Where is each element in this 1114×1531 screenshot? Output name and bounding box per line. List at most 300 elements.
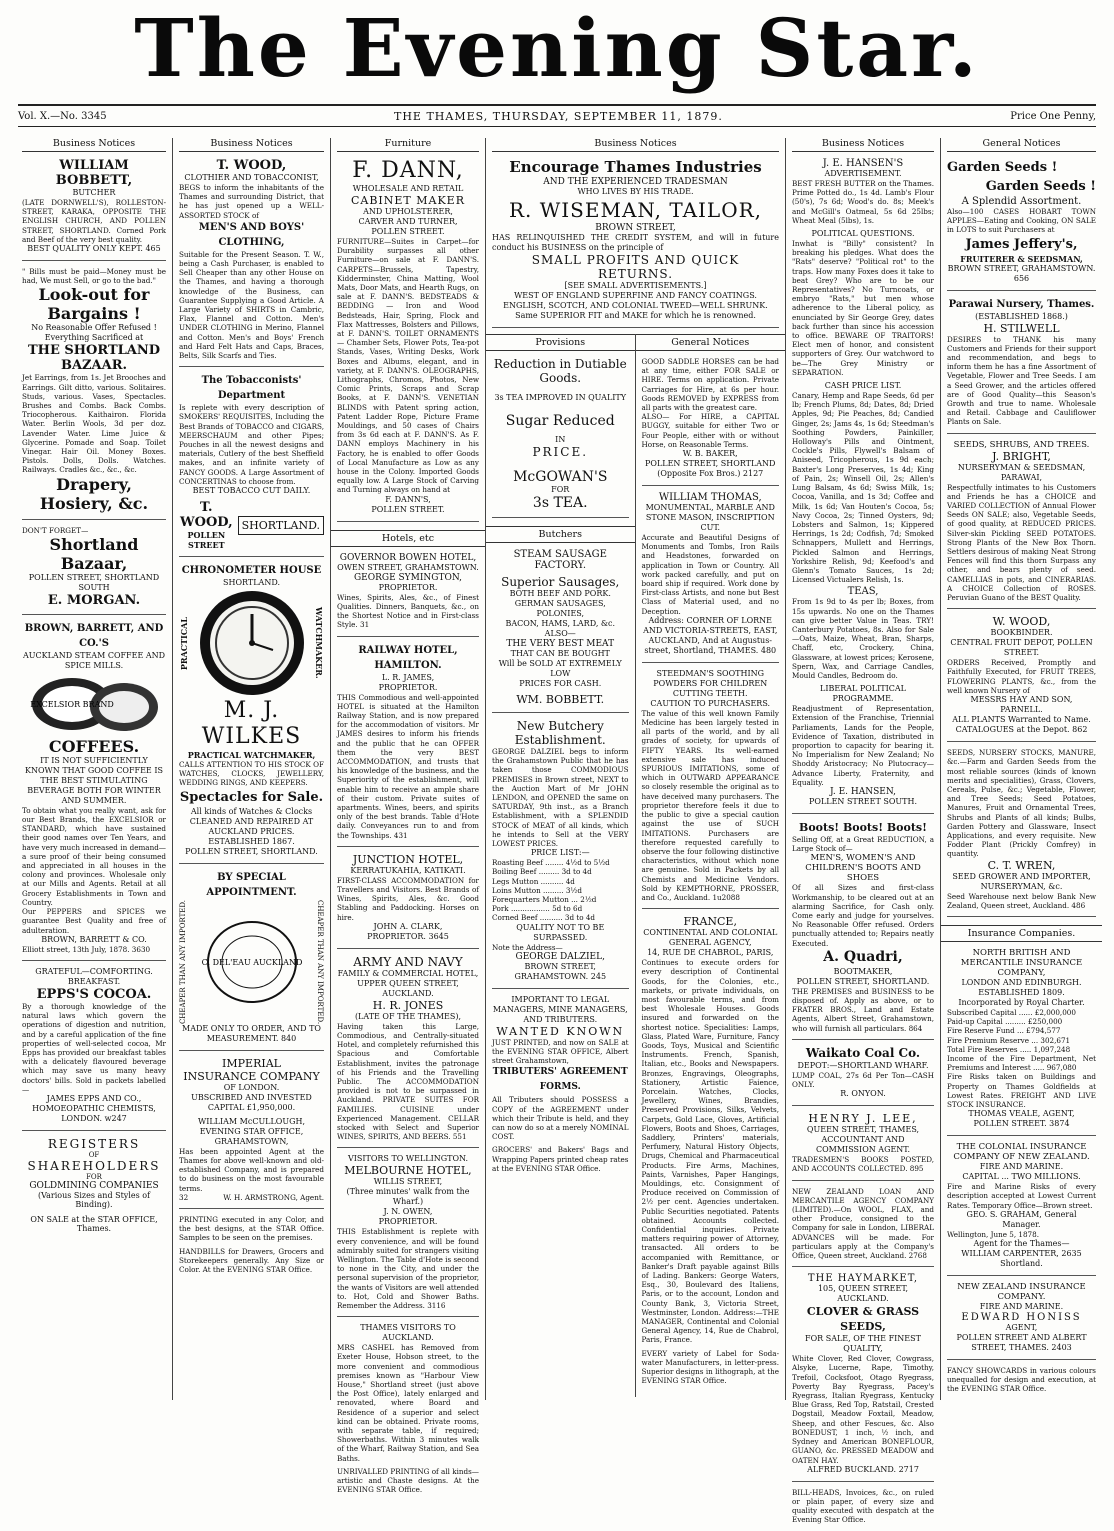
column-heading: Business Notices — [792, 138, 934, 152]
ad-name: J. N. OWEN, — [383, 1207, 433, 1217]
section-heading-provisions: Provisions — [486, 334, 635, 351]
ad-title: J. E. HANSEN'S — [822, 158, 904, 169]
ad-printing — [179, 1215, 324, 1280]
jeffery-line-1: Garden Seeds ! — [947, 160, 1058, 175]
ad-saddle-horses — [642, 357, 780, 486]
address-note: Note the Address— — [492, 942, 563, 952]
wiseman-line-3: WHO LIVES BY HIS TRADE. — [577, 187, 694, 196]
column-4 — [486, 334, 636, 1397]
ad-steam-sausage — [492, 549, 629, 713]
ad-subtitle: SHORTLAND. — [223, 578, 280, 588]
wiseman-line-4: R. WISEMAN, TAILOR, — [508, 198, 763, 222]
ad-body-2: ALSO— For HIRE, a CAPITAL BUGGY, suitable for either Two or Four People, either with or without Horse, on Reasonable Terms. — [641, 412, 779, 449]
ad-role: NURSERYMAN & SEEDSMAN, — [957, 462, 1086, 472]
ad-tagline: THAMES VISITORS TO AUCKLAND. — [360, 1323, 456, 1343]
ad-address: Address: CORNER OF LORNE AND VICTORIA-STREETS, EAST, AUCKLAND, And at Augustus-street, Shortland, THAMES. 480 — [643, 615, 778, 655]
dann-line-2: CABINET MAKER — [350, 194, 465, 207]
ad-tagline: GRATEFUL—COMFORTING. — [35, 966, 153, 976]
capital-row: Paid-up Capital ......... £250,000 — [947, 1017, 1063, 1027]
ad-title: SEEDS, SHRUBS, AND TREES. — [953, 439, 1090, 450]
ad-tobacco — [179, 373, 324, 557]
capital-row: Income of the Fire Department, Net Premiums and Interest ..... 967,080 — [947, 1053, 1099, 1073]
section-heading-general: General Notices — [636, 334, 786, 351]
ad-signature: GEO. S. GRAHAM, General Manager. — [966, 1209, 1077, 1229]
ad-title: Waikato Coal Co. — [805, 1045, 921, 1060]
ad-body-2: All Tributers should POSSESS a COPY of the AGREEMENT under which their Tribute is held, and they can now do so at a merely NOMINAL COST. — [492, 1095, 629, 1142]
ad-subtitle: DEPOT:—SHORTLAND WHARF. — [797, 1060, 929, 1070]
ad-title: JUNCTION HOTEL, — [352, 852, 464, 866]
ad-body: Has been appointed Agent at the Thames for above well-known and old-established Company, and is prepared to do business on the most favourable terms. — [179, 1146, 324, 1193]
ad-role: AGENT, — [1005, 1322, 1038, 1332]
ad-north-british — [947, 947, 1099, 1136]
ad-subtitle: OWEN STREET, GRAHAMSTOWN. — [337, 562, 479, 572]
ad-wiseman — [492, 158, 779, 328]
ad-established: ESTABLISHED 1867. — [208, 836, 295, 846]
ad-railway-hotel — [337, 643, 479, 847]
ad-date: Wellington, June 5, 1878. — [947, 1229, 1039, 1239]
price-row: Loins Mutton ......... 3½d — [492, 885, 582, 895]
ad-special-appointment — [179, 870, 324, 1051]
column-heading: Furniture — [337, 138, 479, 152]
ad-body: PRINTING executed in any Color, and the best designs, at the STAR Office. Samples to be seen on the premises. — [179, 1214, 324, 1243]
ad-capital: CAPITAL ... TWO MILLIONS. — [962, 1172, 1081, 1182]
imperial-line-5: CAPITAL £1,950,000. — [207, 1102, 296, 1112]
ad-address: 14, RUE DE CHABROL, PARIS, — [647, 948, 774, 958]
ad-title: T. WOOD, — [216, 158, 287, 173]
ad-body-2: Suitable for the Present Season. T. W., being a Cash Purchaser, is enabled to Sell Cheaper than any other House on the Thames, and having a thorough knowledge of the Business, can Guarantee Supplying a Good Article. A Large Variety of SHIRTS in Cambric, Flax, Flannel and Cotton. Men's UNDER CLOTHING in Merino, Flannel and Cotton. Men's and Boys' French and Hard Felt Hats and Caps, Braces, Belts, Silk Scarfs and Ties. — [179, 249, 324, 361]
ad-established: ESTABLISHED 1809. — [978, 987, 1065, 997]
ad-signature: GEORGE DALZIEL, — [515, 951, 605, 962]
dann-line-5: POLLEN STREET. — [371, 227, 445, 236]
dann-line-4: CARVER AND TURNER, — [358, 217, 458, 226]
sausage-line-9: Will be SOLD AT EXTREMELY LOW — [498, 659, 622, 678]
ad-title: Shortland Bazaar, — [49, 534, 139, 573]
masthead — [0, 0, 1114, 98]
ad-title: IMPORTANT TO LEGAL MANAGERS, MINE MANAGERS, AND TRIBUTERS. — [492, 994, 628, 1024]
ad-imperial — [179, 1057, 324, 1209]
ad-waikato-coal — [792, 1046, 934, 1106]
seal-label: C. DEL'EAU AUCKLAND — [201, 957, 302, 967]
ad-name: J. BRIGHT, — [992, 449, 1051, 463]
ad-footer: MADE ONLY TO ORDER, AND TO MEASUREMENT. 840 — [182, 1023, 321, 1043]
ad-address: (Three minutes' walk from the Wharf.) — [346, 1187, 470, 1207]
ad-signature: R. ONYON. — [840, 1089, 886, 1099]
imperial-line-1: IMPERIAL — [222, 1056, 281, 1070]
ad-title: MELBOURNE HOTEL, — [344, 1164, 472, 1178]
ad-body: BEST FRESH BUTTER on the Thames. Prime Potted do., 1s 4d. Lamb's Flour (50's), 7s 6d; Wood's do. 8s; Meek's and McGill's Oatmeal, 5s 6d 25lbs; Wheat Meal (5lbs), 1s. — [792, 179, 934, 225]
jeffery-line-3: A Splendid Assortment. — [961, 196, 1082, 207]
ad-cashel — [337, 1323, 479, 1500]
ad-bill-heads — [792, 1488, 934, 1531]
registers-line-1: REGISTERS — [47, 1136, 141, 1151]
ad-name: H. R. JONES — [372, 998, 444, 1012]
ad-body: Also—100 CASES HOBART TOWN APPLES—Eating and Cooking, ON SALE in LOTS to suit Purchasers at — [947, 207, 1096, 235]
sausage-line-2: Superior Sausages, — [501, 575, 620, 589]
ad-address: POLLEN STREET. 3874 — [973, 1119, 1070, 1129]
ad-signature: ALFRED BUCKLAND. 2717 — [807, 1464, 919, 1474]
prov-line-5: IN — [555, 435, 566, 444]
ad-footer: Drapery, Hosiery, &c. — [39, 474, 149, 513]
wiseman-note: [SEE SMALL ADVERTISEMENTS.] — [564, 281, 707, 290]
wiseman-line-5: BROWN STREET, — [595, 223, 676, 233]
ad-subtitle: POLLEN STREET, SHORTLAND SOUTH — [28, 572, 160, 592]
ad-title: F. DANN, — [352, 158, 464, 183]
signature-block — [179, 500, 324, 550]
ad-title: EPPS'S COCOA. — [36, 986, 152, 1002]
ad-body: White Clover, Red Clover, Cowgrass, Alsyke, Lucerne, Rape, Timothy, Trefoil, Cocksfoot, Otago Ryegrass, Poverty Bay Ryegrass, Pacey's Ryegrass, Italian Ryegrass, Kentucky Blue Grass, Red Top, Ratstail, Crested Dogstail, Meadow Foxtail, Meadow, Sheep, and other Fescues, &c. Also BONEDUST, 1 inch, ½ inch, and Sydney and American BONEFLOUR, GUANO, &c. PRESSED MEADOW and OATEN HAY. — [792, 1354, 934, 1465]
price-row: Forequarters Mutton ... 2½d — [492, 895, 597, 905]
ad-name: EDWARD HONISS — [961, 1311, 1082, 1323]
ad-wren — [947, 748, 1096, 917]
brand-label: EXCELSIOR BRAND — [30, 699, 114, 709]
shop-name: THE SHORTLAND BAZAAR. — [27, 343, 161, 374]
ad-lead: IT IS NOT SUFFICIENTLY KNOWN THAT GOOD COFFEE IS THE BEST STIMULATING BEVERAGE BOTH FOR WINTER AND SUMMER. — [25, 755, 163, 805]
ad-registers — [22, 1137, 166, 1239]
ad-subtitle: FIRE AND MARINE. — [979, 1162, 1064, 1172]
ad-signature: J. E. HANSEN, — [829, 786, 897, 797]
ad-title: CHRONOMETER HOUSE — [181, 565, 322, 577]
ad-body: (LATE DORNWELL'S), ROLLESTON-STREET, KARAKA, OPPOSITE THE ENGLISH CHURCH, AND POLLEN STREET, SHORTLAND. Corned Pork and Beef of the very best quality. — [22, 198, 166, 244]
ad-body-2: ALL PLANTS Warranted to Name. — [952, 715, 1091, 725]
ad-highlight: MEN'S, WOMEN'S AND CHILDREN'S BOOTS AND SHOES — [805, 853, 921, 884]
ad-role: PROPRIETOR. — [378, 582, 438, 592]
ad-subtitle: AUCKLAND STEAM COFFEE AND SPICE MILLS. — [22, 650, 166, 670]
politics-title: POLITICAL QUESTIONS. — [811, 229, 915, 239]
ad-subtitle: MONUMENTAL, MARBLE AND STONE MASON, INSCRIPTION CUT. — [645, 503, 775, 533]
registers-line-5: GOLDMINING COMPANIES — [29, 1180, 159, 1191]
ad-signature: W. H. ARMSTRONG, Agent. — [223, 1192, 324, 1202]
ad-body: DESIRES to THANK his many Customers and Friends for their support and recommendation, and begs to inform them he has a fine Assortment of Vegetable, Flower and Tree Seeds. I am a Seed Grower, and the articles offered are of Good Quality—this Season's Growth and true to name. Wholesale and Retail. Cabbage and Cauliflower Plants on Sale. — [947, 334, 1096, 427]
clock-illustration — [197, 588, 307, 698]
ad-role: PRACTICAL WATCHMAKER, — [187, 750, 316, 761]
ad-title: BROWN, BARRETT, AND CO.'S — [24, 622, 164, 649]
section-heading-butchers: Butchers — [486, 526, 635, 543]
jeffery-line-2: Garden Seeds ! — [985, 179, 1096, 194]
prov-line-8: FOR — [551, 485, 570, 494]
registers-line-6: (Various Sizes and Styles of Binding). — [37, 1190, 151, 1209]
price-row: Pork ................. 5d to 6d — [492, 904, 583, 914]
imperial-line-4: UBSCRIBED AND INVESTED — [191, 1092, 312, 1102]
dateline — [18, 104, 1096, 127]
ad-tagline: " Bills must be paid—Money must be had, We must Sell, or go to the bad." — [22, 267, 166, 286]
ad-subtitle: KERRATUKAHIA, KATIKATI. — [350, 865, 466, 875]
imperial-agent-office: EVENING STAR OFFICE, GRAHAMSTOWN, — [199, 1126, 304, 1146]
ad-body: NEW ZEALAND LOAN AND MERCANTILE AGENCY COMPANY (LIMITED).—On WOOL, FLAX, and other Produce, consigned to the Company for sale in London, LIBERAL ADVANCES will be made. For particulars apply at the Company's Office, Queen street, Auckland. 2768 — [792, 1186, 934, 1261]
ad-fancy-showcards — [947, 1366, 1096, 1400]
ad-subtitle: BREAKFAST. — [67, 976, 121, 986]
ad-address: POLLEN STREET, SHORTLAND (Opposite Fox Bros.) 2127 — [645, 459, 776, 479]
ad-body: SEEDS, NURSERY STOCKS, MANURE, &c.—Farm and Garden Seeds from the most reliable sources (kinds of known merits and specialities), Grass, Clovers, Cereals, Pulse, &c.; Vegetable, Flower, and Tree Seeds; Seed Potatoes, Manures, Fruit and Ornamental Trees, Shrubs and Plants of all kinds; Bulbs, Garden Pottery and Glassware, Insect Applications, and every requisite. New Fodder Plant (Prickly Comfrey) in quantity. — [947, 748, 1096, 859]
shirt-seal-illustration — [201, 917, 302, 1007]
capital-row: Total Fire Reserves ..... 1,097,248 — [947, 1044, 1071, 1054]
ad-address: POLLEN STREET AND ALBERT STREET, THAMES. 2403 — [956, 1332, 1087, 1352]
ad-highlight: WANTED KNOWN — [496, 1024, 625, 1038]
ad-footer: EVERY variety of Label for Soda-water Manufacturers, in letter-press. Superior designs in lithograph, at the EVENING STAR Office. — [641, 1348, 779, 1386]
side-label-left: CHEAPER THAN ANY IMPORTED. — [179, 899, 187, 1024]
ad-subtitle: BUTCHER — [72, 188, 116, 197]
ad-name: L. R. JAMES, — [381, 672, 435, 682]
side-label-right: WATCHMAKER. — [314, 607, 324, 679]
ad-name: M. J. WILKES — [201, 698, 302, 750]
ad-title: HENRY J. LEE, — [808, 1112, 918, 1126]
capital-row: Subscribed Capital ...... £2,000,000 — [947, 1007, 1076, 1017]
registers-footer: ON SALE at the STAR OFFICE, Thames. — [30, 1214, 158, 1233]
ad-footer: UNRIVALLED PRINTING of all kinds—artistic and Chaste designs. At the EVENING STAR Office. — [337, 1466, 479, 1495]
sausage-line-6: ALSO— — [544, 629, 576, 638]
wiseman-line-8: Same SUPERIOR FIT and MAKE for which he is renowned. — [515, 311, 756, 320]
ad-lookout — [22, 267, 166, 520]
liberal-title: LIBERAL POLITICAL PROGRAMME. — [820, 684, 906, 704]
ad-title: NEW ZEALAND INSURANCE COMPANY. — [957, 1281, 1086, 1302]
liberal-body: Readjustment of Representation, Extension of the Franchise, Triennial Parliaments, Lands for the People, Evidence of Taxation, distributed in proportion to capacity for bearing it. No Imperialism for New Zealand; No Shoddy Aristocracy; No Plutocracy—Advance Liberty, Fraternity, and Equality. — [792, 704, 934, 787]
prov-line-1: Reduction in Dutiable — [493, 357, 627, 371]
ad-title: Boots! Boots! Boots! — [799, 820, 927, 834]
ad-title: WILLIAM THOMAS, — [658, 492, 762, 504]
ad-body: Is replete with every description of SMOKERS' REQUISITES, Including the Best Brands of TOBACCO and CIGARS, MEERSCHAUM and other Pipes; Pouches in all the newest designs and materials, Cutlery of the best Sheffield makes, and an infinite variety of FANCY GOODS. A Large Assortment of CONCERTINAS to choose from. — [179, 403, 324, 486]
ad-subtitle: ADVERTISEMENT. — [824, 169, 902, 178]
wiseman-line-2: AND THE EXPERIENCED TRADESMAN — [543, 177, 728, 187]
ad-body: TRADESMEN'S BOOKS POSTED, AND ACCOUNTS COLLECTED. 895 — [792, 1155, 934, 1174]
ad-body: THIS Commodious and well-appointed HOTEL is situated at the Hamilton Railway Station, and is now prepared for the accommodation of visitors. Mr JAMES desires to inform his friends and the public that he can OFFER them the very BEST ACCOMMODATION, and trusts that his knowledge of the business, and the Superiority of the establishment, will enable him to receive an ample share of their custom. Private suites of apartments. Wines, beers, and spirits only of the best brands. Table d'Hote daily. Conveyances run to and from the Townships. 431 — [337, 692, 479, 840]
ad-body: The value of this well known Family Medicine has been largely tested in all parts of the world, and by all grades of society, for upwards of FIFTY YEARS. Its well-earned extensive sale has induced SPURIOUS IMITATIONS, some of which in OUTWARD APPEARANCE so closely resemble the original as to have deceived many purchasers. The proprietor therefore feels it due to the public to give a special caution against the use of SUCH IMITATIONS. Purchasers are therefore requested carefully to observe the four following distinctive characteristics, without which none are genuine. Sold in Packets by all Chemists and Medicine Vendors. Sold by KEMPTHORNE, PROSSER, and Co., Auckland. 1u2088 — [641, 708, 779, 902]
ad-tributers — [492, 995, 629, 1179]
ad-role: (LATE OF THE THAMES), — [354, 1011, 462, 1021]
ad-junction-hotel — [337, 853, 479, 949]
newspaper-title: The Evening Star. — [134, 1, 980, 95]
ad-footer: BEST QUALITY ONLY KEPT. 465 — [27, 244, 161, 254]
column-5 — [636, 334, 786, 1397]
ad-signature: JAMES EPPS AND CO., HOMOEOPATHIC CHEMISTS, LONDON. w247 — [32, 1093, 156, 1123]
ad-subtitle: FIRE AND MARINE. — [979, 1301, 1064, 1311]
ad-town: GRAHAMSTOWN. 245 — [514, 971, 607, 981]
ad-body: BILL-HEADS, Invoices, &c., on ruled or plain paper, of every size and quality executed with despatch at the Evening Star Office. — [792, 1487, 934, 1525]
ad-subtitle: CONTINENTAL AND COLONIAL GENERAL AGENCY, — [643, 928, 778, 948]
prov-line-4: Sugar Reduced — [505, 413, 615, 429]
coffee-brand-illustration — [24, 675, 164, 733]
side-label-right: CHEAPER THAN ANY IMPORTED. — [316, 899, 324, 1024]
ad-address: POLLEN STREET, SHORTLAND. — [796, 976, 930, 986]
ad-subtitle: PARNELL. — [1000, 705, 1043, 715]
prov-line-2: Goods. — [539, 371, 582, 385]
ad-body: Accurate and Beautiful Designs of Monuments and Tombs, Iron Rails and Headstones, forwarded on application in Town or Country. All work packed carefully, and put on board ship if required. Work done by First-class Artists, and none but Best Class of Material used, and no Deception. — [641, 533, 779, 616]
ad-signature: THOMAS VEALE, AGENT, — [968, 1109, 1075, 1119]
ad-signature: WM. BOBBETT. — [516, 693, 605, 706]
quality-note: QUALITY NOT TO BE SURPASSED. — [516, 922, 605, 942]
ad-subtitle: No Reasonable Offer Refused ! Everything Sacrificed at — [31, 323, 157, 343]
ad-agent-label: Agent for the Thames— — [973, 1238, 1070, 1248]
ad-subtitle: LONDON AND EDINBURGH. — [961, 977, 1082, 987]
ad-agent: WILLIAM CARPENTER, 2635 Shortland. — [961, 1248, 1082, 1268]
ad-subtitle: WILLIS STREET, — [373, 1177, 443, 1187]
sausage-line-7: THE VERY BEST MEAT — [506, 639, 615, 649]
ad-tagline: DON'T FORGET— — [22, 525, 89, 535]
imperial-agent: WILLIAM McCULLOUGH, — [197, 1116, 306, 1126]
ad-role: PROPRIETOR. — [378, 1217, 438, 1227]
column-heading: General Notices — [947, 138, 1096, 152]
cash-title: CASH PRICE LIST. — [824, 381, 902, 391]
ad-body: To obtain what you really want, ask for our Best Brands, the EXCELSIOR or STANDARD, which have sustained their good names over Ten Years, and have very much increased in demand—a sure proof of their being consumed and appreciated in all houses in the colony and provinces. Wholesale only at our Mills and Agents. Retail at all Grocery Establishments in Town and Country. — [22, 805, 166, 907]
ad-subtitle: WHOLESALE AND RETAIL — [352, 184, 464, 193]
ad-address: CENTRAL FRUIT DEPOT, POLLEN STREET. — [950, 638, 1093, 658]
ad-title: FRANCE, — [683, 915, 737, 929]
ad-title: THE HAYMARKET, — [807, 1273, 919, 1285]
column-1 — [16, 138, 173, 1400]
wiseman-line-7: ENGLISH, SCOTCH, AND COLONIAL TWEED—WELL SHRUNK. — [503, 301, 768, 310]
ad-signature: A. Quadri, — [823, 948, 903, 965]
ad-role: PROPRIETOR. 3645 — [367, 931, 449, 941]
ad-body: HAS RELINQUISHED THE CREDIT SYSTEM, and will in future conduct his BUSINESS on the principle of — [492, 233, 779, 252]
ad-steedman — [642, 669, 780, 909]
ad-signature: JOHN A. CLARK, — [373, 921, 443, 931]
ad-body: Continues to execute orders for every description of Continental Goods, for the Colonies, etc., markets, or private individuals, on most favourable terms, and from best Wholesale Houses. Goods insured and forwarded on the shortest notice. Specialities: Lamps, Glass, Plated Ware, Furniture, Fancy Goods, Toys, Musical and Scientific Instruments. French, Spanish, Italian, etc., Books and Newspapers. Bronzes, Engravings, Oleographs, Stationery, Artistic Faience, Porcelain. Watches, Clocks, Jewellery, Wines, Brandies, Preserved Provisions, Silks, Velvets, Carpets, Gold Lace, Gloves, Artificial Flowers, Boots and Shoes, Carriages, Saddlery, Printers' materials, Perfumery, Natural History Objects, Drugs, Chemical and Pharmaceutical Products. Fire Arms, Machines, Paints, Varnishes, Paper Hangings, Mouldings, etc. Consignment of Produce received on Commission of 2½ per cent. Agencies undertaken. Public Securities negotiated. Patents obtained. Accounts collected. Confidential inquiries. Private matters requiring power of Attorney, transacted. All orders to be accompanied with Remittance, or Banker's Draft payable against Bills of Lading. Bankers: George Waters, Esq., 30, Boulevard des Italiens, Paris, or to the account, London and County Bank, 3, Victoria Street, Westminster, London. Address:—THE MANAGER, Continental and Colonial General Agency, 14, Rue de Chabrol, Paris, France. — [641, 958, 779, 1345]
ad-w-wood — [947, 615, 1096, 742]
ad-name: James Jeffery's, — [965, 236, 1078, 252]
ad-highlight: MEN'S AND BOYS' CLOTHING, — [198, 221, 305, 248]
ad-name: E. MORGAN. — [47, 592, 141, 608]
ad-dann — [337, 158, 479, 522]
sausage-line-4: GERMAN SAUSAGES, POLONIES, — [514, 599, 606, 618]
ad-body: FURNITURE—Suites in Carpet—for Durability surpasses all other Furniture—on sale at F. DANN'S. CARPETS—Brussels, Tapestry, Kidderminster, China Matting, Wool Mats, Door Mats, and Hearth Rugs, on sale at F. DANN'S. BEDSTEADS & BEDDING — Iron and Wood Bedsteads, Hair, Spring, Flock and Flax Mattresses, Bolsters and Pillows, at F. DANN'S. TOILET ORNAMENTS — Chamber Sets, Flower Pots, Tea-pot Stands, Vases, Writing Desks, Work Boxes and Albums, elegant, and in variety, at F. DANN'S. OLEOGRAPHS, Lithographs, Chromos, Photos, New Comic Prints, Scraps and Scrap Books, at F. DANN'S. VENETIAN BLINDS with Patent spring action, Patent Ladder Rope, Picture Frame Mouldings, and 50 cases of Chairs from 3s 6d each at F. DANN'S. As F. DANN employs Machinery in his Factory, he is enabled to offer Goods of Local Manufacture as Low as any house in the Colony. Imported Goods equally low. A Large Stock of Carving and Turning always on hand at — [337, 237, 479, 495]
column-heading: Business Notices — [492, 138, 779, 152]
registers-line-2: OF — [88, 1150, 100, 1159]
section-heading-insurance: Insurance Companies. — [941, 925, 1102, 942]
ad-jeffery — [947, 158, 1096, 291]
ad-subtitle-2: FOR SALE, OF THE FINEST QUALITY, — [805, 1334, 921, 1354]
ad-address: UPPER QUEEN STREET, AUCKLAND. — [357, 978, 459, 998]
ad-highlight: MESSRS HAY AND SON, — [970, 695, 1073, 705]
ad-subtitle: CLOTHIER AND TOBACCONIST, — [184, 173, 319, 182]
ad-body: MRS CASHEL has Removed from Exeter House, Hobson street, to the more convenient and commodious premises known as "Harbour View House," Shortland street (just above the Post Office), lately enlarged and renovated, where Board and Residence of a superior and select kind can be obtained. Private rooms, with separate table, if required; Showerbaths. Within 3 minutes walk of the Wharf, Railway Station, and Sea Baths. — [337, 1343, 479, 1463]
ad-bazaar — [22, 526, 166, 615]
sausage-line-1: STEAM SAUSAGE FACTORY. — [513, 549, 607, 571]
imperial-line-3: OF LONDON. — [223, 1082, 280, 1092]
ad-nz-loan — [792, 1187, 934, 1268]
ad-body: By a thorough knowledge of the natural laws which govern the operations of digestion and nutrition, and by a careful application of the fine properties of well-selected cocoa, Mr Epps has provided our breakfast tables with a delicately flavoured beverage which may save us many heavy doctors' bills. Sold in packets labelled— — [22, 1001, 166, 1094]
ad-title: RAILWAY HOTEL, HAMILTON. — [358, 644, 458, 671]
ad-footer: CATALOGUES at the Depot. 862 — [955, 725, 1088, 735]
ad-lee — [792, 1112, 934, 1180]
side-label-left: PRACTICAL — [179, 616, 189, 670]
prov-line-9: 3s TEA. — [532, 495, 588, 511]
volume-number: Vol. X.—No. 3345 — [18, 110, 107, 122]
ad-subtitle: (ESTABLISHED 1868.) — [975, 311, 1068, 321]
column-heading: Business Notices — [22, 138, 166, 152]
ad-role: ACCOUNTANT AND COMMISSION AGENT. — [815, 1135, 910, 1155]
ad-subtitle: FAMILY & COMMERCIAL HOTEL, — [337, 968, 479, 978]
ad-role: SEED GROWER AND IMPORTER, — [952, 871, 1091, 881]
sausage-line-3: BOTH BEEF AND PORK. — [509, 589, 611, 598]
ad-t-wood — [179, 158, 324, 367]
section-heading-hotels: Hotels, etc — [331, 530, 485, 547]
ad-quadri-boots — [792, 820, 934, 1040]
ad-wilkes — [179, 563, 324, 864]
signature-name: T. WOOD, — [180, 500, 233, 531]
ad-body: ORDERS Received, Promptly and Faithfully Executed, for FRUIT TREES, FLOWERING PLANTS, &c., from the well known Nursery of — [947, 658, 1096, 695]
imperial-line-2: INSURANCE COMPANY — [183, 1069, 320, 1083]
clock-banner — [179, 588, 324, 698]
ad-address: Elliott street, 13th July, 1878. 3630 — [22, 944, 151, 954]
ad-subtitle: NURSERYMAN, &c. — [980, 881, 1063, 891]
ad-subtitle: CAUTION TO PURCHASERS. — [650, 698, 771, 708]
ad-body-2: HANDBILLS for Drawers, Grocers and Storekeepers generally. Any Size or Color. At the EVENING STAR Office. — [179, 1246, 324, 1274]
ad-title: WILLIAM BOBBETT, — [55, 158, 133, 188]
wiseman-line-1: Encourage Thames Industries — [509, 158, 762, 176]
ad-title: Parawai Nursery, Thames. — [948, 298, 1095, 310]
column-7 — [941, 138, 1102, 1400]
ad-body: JUST PRINTED, and now on SALE at the EVENING STAR OFFICE, Albert street Grahamstown, — [492, 1037, 629, 1066]
ad-signature: F. DANN'S, — [385, 494, 431, 504]
price: Price One Penny, — [1010, 110, 1096, 122]
ad-body: FANCY SHOWCARDS in various colours unequalled for design and execution, at the EVENING STAR Office. — [947, 1365, 1096, 1394]
ad-body: Fire Risks taken on Buildings and Property on Thames Goldfields at Lowest Rates. FREIGHT AND LIVE STOCK INSURANCE. — [947, 1072, 1096, 1109]
imperial-footer — [179, 1193, 324, 1202]
ad-epps — [22, 967, 166, 1131]
ad-role: PROPRIETOR. — [378, 682, 438, 692]
ad-pepper: Our PEPPERS and SPICES we guarantee Best Quality and free of adulteration. — [22, 907, 166, 935]
prov-line-3: 3s TEA IMPROVED IN QUALITY — [494, 393, 627, 402]
ad-highlight: Spectacles for Sale. — [179, 789, 324, 805]
column-6 — [786, 138, 941, 1525]
ad-dalziel — [492, 719, 629, 989]
column-heading: Business Notices — [179, 138, 324, 152]
politics-body: Inwhat is "Billy" consistent? In breaking his pledges. What does the "Rats" deserve? "Political rot" to the traps. How many Foxes does it take to beat Grey? Who are to be our Representatives? No Turncoats, or embryo "Rats," but men whose adherence to the Liberal policy, as enunciated by Sir George Grey, dates back further than since his accession to office. BEWARE OF TRAITORS! Elect men of honor, and consistent supporters of Grey. Our watchword to be—The Grey Ministry or SEPARATION. — [792, 239, 934, 377]
ad-signature: BROWN, BARRETT & CO. — [41, 934, 147, 944]
ad-title: ARMY AND NAVY — [353, 954, 463, 969]
ad-role: FRUITERER & SEEDSMAN, — [960, 253, 1083, 264]
ad-number: 32 — [179, 1192, 189, 1202]
column-4-5 — [486, 138, 786, 1400]
ad-body: Fire and Marine Risks of every description accepted at Lowest Current Rates. Temporary Office—Brown street. — [947, 1182, 1096, 1210]
ad-subtitle: QUEEN STREET, THAMES, — [806, 1125, 920, 1135]
ad-mcgowan — [492, 357, 629, 518]
price-row: Roasting Beef ........ 4½d to 5½d — [492, 858, 610, 868]
prov-line-6: PRICE. — [532, 445, 589, 459]
ad-france-agency — [642, 915, 780, 1391]
ad-title: GOVERNOR BOWEN HOTEL, — [339, 552, 477, 563]
ad-role: BOOTMAKER, — [833, 966, 893, 976]
columns-4-5-split — [486, 334, 785, 1397]
ad-title: Look-out for Bargains ! — [38, 285, 150, 324]
ad-hansen — [792, 158, 934, 814]
ad-bright — [947, 440, 1096, 610]
dann-line-3: AND UPHOLSTERER, — [363, 207, 453, 216]
seal-banner — [179, 900, 324, 1024]
ad-melbourne-hotel — [337, 1154, 479, 1317]
ad-address: POLLEN STREET, SHORTLAND. — [185, 846, 318, 856]
ad-name: W. WOOD, — [992, 615, 1051, 629]
ad-colonial-insurance — [947, 1142, 1096, 1276]
ad-role: BOOKBINDER. — [990, 628, 1053, 638]
column-3 — [331, 138, 486, 1495]
ad-body: Respectfully intimates to his Customers and Friends he has a CHOICE and VARIED COLLECTION of Annual Flower Seeds ON SALE; also, Vegetable Seeds, of good quality, at REDUCED PRICES. Silver-skin Pickling SEED POTATOES. Strong Plants of the New Box Thorn. Settlers desirous of making Neat Strong Fences will find this thorn Surpass any other, and bears plenty of seed. CAMELLIAS in pots, and CINERARIAS. A CHOICE Collection of ROSES. Peruvian Guano of the BEST Quality. — [947, 482, 1096, 603]
ad-address: POLLEN STREET SOUTH. — [809, 796, 917, 806]
ad-body: Having taken this Large, Commodious, and Centrally-situated Hotel, and completely refurnished this Spacious and Comfortable Establishment, invites the patronage of his Friends and the Travelling Public. The ACCOMMODATION provided is not to be surpassed in Auckland. PRIVATE SUITES FOR FAMILIES. CUISINE under Experienced Management. CELLAR stocked with Select and Superior WINES, SPIRITS, AND BEERS. 551 — [337, 1021, 479, 1142]
sausage-line-5: BACON, HAMS, LARD, &c. — [505, 619, 616, 628]
wiseman-line-6: WEST OF ENGLAND SUPERFINE AND FANCY COATINGS. — [514, 291, 757, 300]
ad-charter: Incorporated by Royal Charter. — [958, 997, 1085, 1007]
ad-body: Jet Earrings, from 1s. Jet Brooches and Earrings. Gilt ditto, various. Solitaires. Studs, various. Vases, Spectacles. Brushes and Combs. Back Combs. Triocopherous. Kaithairon. Florida Water. Berlin Wools, 3d per doz. Lavender Water. Lime Juice & Glycerine. Pomade and Soap. Toilet Vinegar. Hair Oil. Money Boxes. Pistols. Dolls, Dolls. Watches. Railways. Cradles &c., &c., &c. — [22, 373, 166, 475]
ad-body: Wines, Spirits, Ales, &c., of Finest Qualities. Dinners, Banquets, &c., on the Shortest Notice and in First-class Style. 31 — [337, 592, 479, 630]
ad-body-2: Of all Sizes and first-class Workmanship, to be cleared out at an alarming Sacrifice, for Cash only. Come early and judge for yourselves. No Reasonable Offer refused. Orders punctually attended to; Repairs neatly Executed. — [792, 883, 934, 948]
ad-address: Seed Warehouse next below Bank New Zealand, Queen street, Auckland. 486 — [947, 891, 1096, 910]
ad-name: C. T. WREN, — [987, 858, 1056, 872]
ad-address: POLLEN STREET. — [371, 504, 445, 514]
ad-body: LUMP COAL, 27s 6d Per Ton—CASH ONLY. — [792, 1070, 934, 1090]
ad-address: BROWN STREET, — [524, 961, 596, 971]
capital-row: Fire Reserve Fund ... £794,577 — [947, 1026, 1061, 1036]
ad-body: GOOD SADDLE HORSES can be had at any time, either FOR SALE or HIRE. Terms on application. Private Carriages for Hire, at 6s per hour. Goods REMOVED by EXPRESS from all parts with the greatest care. — [641, 357, 779, 413]
ad-title: NORTH BRITISH AND MERCANTILE INSURANCE COMPANY, — [960, 947, 1083, 978]
